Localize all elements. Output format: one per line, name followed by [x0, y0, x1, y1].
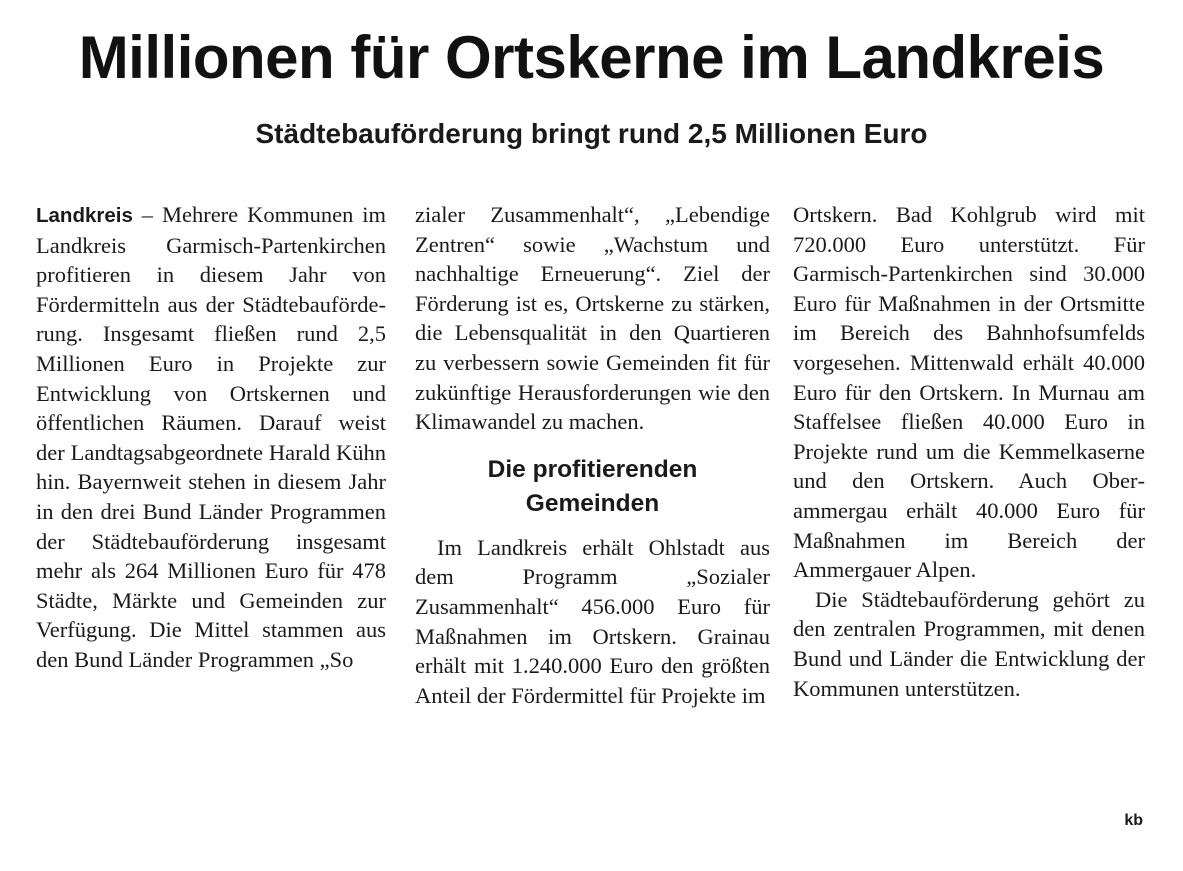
paragraph-2-source	[0, 0, 1, 1]
column-3	[793, 200, 1145, 703]
body-paragraph-continued: Ortskern. Bad Kohlgrub wird mit 720.000 Euro unterstützt. Für Garmisch-Partenkirchen sind 30.000 Euro für Maßnahmen in der Ortsmitte im Bereich des Bahnhofsumfelds vorgesehen. Mittenwald erhält 40.000 Euro für den Ortskern. In Murnau am Staffelsee fließen 40.000 Euro in Projekte rund um die Kemmelkaserne und den Ortskern. Auch Oberammergau erhält 40.000 Euro für Maßnahmen im Bereich der Ammergauer Alpen.	[793, 202, 1145, 583]
column-2	[415, 200, 770, 710]
paragraph-1-source	[0, 0, 1, 1]
body-paragraph: Die Städtebauförderung gehört zu den zentralen Programmen, mit denen Bund und Länder die Entwicklung der Kommunen unterstützen.	[793, 586, 1145, 701]
body-paragraph-continued: zialer Zusammenhalt“, „Lebendige Zentren“ sowie „Wachstum und nachhaltige Erneuerung“. Ziel der Förderung ist es, Ortskerne zu stärken, die Lebensqualität in den Quartieren zu verbessern sowie Gemeinden fit für zukünftige Herausforderungen wie den Klimawandel zu machen.	[415, 202, 770, 435]
body-paragraph: Landkreis – Mehrere Kommunen im Landkreis Garmisch-Partenkirchen profitieren in diesem Jahr von Fördermitteln aus der Städtebauförderung. Insgesamt fließen rund 2,5 Millionen Euro in Projekte zur Entwicklung von Ortskernen und öffentlichen Räumen. Darauf weist der Landtagsabgeordnete Harald Kühn hin. Bayernweit stehen in diesem Jahr in den drei Bund Länder Programmen der Städtebauförderung insgesamt mehr als 264 Millionen Euro für 478 Städte, Märkte und Gemeinden zur Verfügung. Die Mittel stammen aus den Bund Länder Programmen „So	[36, 202, 386, 672]
subheadline: Städtebauförderung bringt rund 2,5 Millionen Euro	[255, 118, 928, 149]
crosshead-line-2: Gemeinden	[525, 489, 660, 517]
body-paragraph: Im Landkreis erhält Ohlstadt aus dem Programm „Sozialer Zusammenhalt“ 456.000 Euro für Maßnahmen im Ortskern. Grainau erhält mit 1.240.000 Euro den größten Anteil der Fördermittel für Projekte im	[415, 534, 770, 708]
crosshead	[415, 453, 770, 521]
dateline-separator: –	[132, 202, 162, 227]
headline: Millionen für Ortskerne im Landkreis	[78, 24, 1105, 91]
column-1	[36, 200, 386, 675]
dateline: Landkreis	[36, 204, 133, 227]
paragraph-3-source	[0, 0, 1, 1]
crosshead-line-1: Die profitierenden	[487, 455, 698, 483]
author-initials: kb	[1124, 812, 1143, 829]
